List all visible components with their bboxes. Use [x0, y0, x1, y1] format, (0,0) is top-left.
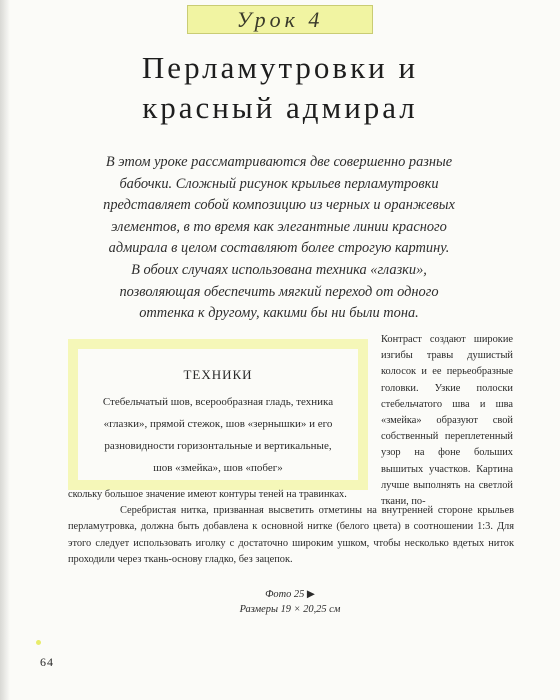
body-continuation: скольку большое значение имеют контуры теней на травинках.	[68, 489, 347, 500]
intro-line: элементов, в то время как элегантные линии красного	[111, 218, 447, 235]
page-title-line-1: Перламутровки и	[141, 50, 419, 85]
photo-reference: Фото 25 ▶	[265, 589, 315, 600]
page-number: 64	[40, 655, 54, 669]
intro-line: бабочки. Сложный рисунок крыльев перламутровки	[119, 175, 439, 192]
techniques-box	[68, 339, 368, 490]
side-column-text: Контраст создают широкие изгибы травы душистый колосок и ее перьеобразные головки. Узкие полоски стебельчатого шва и шва «змейка» образуют свой собственный переплетенный узор на фоне больших вышитых участков. Картина лучше выполнять на светлой ткани, по-	[381, 334, 513, 508]
techniques-line: шов «змейка», шов «побег»	[153, 462, 283, 474]
lesson-banner	[187, 5, 373, 34]
intro-paragraph	[54, 152, 504, 325]
intro-line: позволяющая обеспечить мягкий переход от одного	[119, 283, 439, 300]
body-text	[68, 487, 514, 568]
techniques-box-inner	[78, 349, 358, 480]
techniques-heading: ТЕХНИКИ	[183, 367, 253, 382]
techniques-line: разновидности горизонтальные и вертикальные,	[104, 440, 332, 452]
corner-dot-mark	[36, 640, 41, 645]
intro-line: оттенка к другому, какими бы ни были тона.	[139, 305, 419, 322]
techniques-line: «глазки», прямой стежок, шов «зернышки» и его	[103, 418, 333, 430]
intro-line: В обоих случаях использована техника «глазки»,	[131, 261, 427, 278]
techniques-list	[86, 391, 350, 479]
intro-line: В этом уроке рассматриваются две совершенно разные	[105, 154, 453, 170]
techniques-line: Стебельчатый шов, всерообразная гладь, техника	[102, 396, 334, 408]
intro-line: адмирала в целом составляют более строгую картину.	[108, 240, 450, 257]
body-paragraph: Серебристая нитка, призванная высветить отметины на внутренней стороне крыльев перламутровка, должна быть добавлена к основной нитке (белого цвета) в соотношении 1:3. Для этого следует использовать иголку с достаточно широким ушком, чтобы несколько вдетых ниток проходили через ткань-основу гладко, без зацепок.	[68, 505, 514, 565]
dimensions-caption: Размеры 19 × 20,25 см	[239, 604, 341, 615]
lesson-label: Урок 4	[236, 6, 324, 32]
page-title-line-2: красный адмирал	[142, 90, 418, 125]
intro-line: представляет собой композицию из черных и оранжевых	[103, 197, 455, 214]
